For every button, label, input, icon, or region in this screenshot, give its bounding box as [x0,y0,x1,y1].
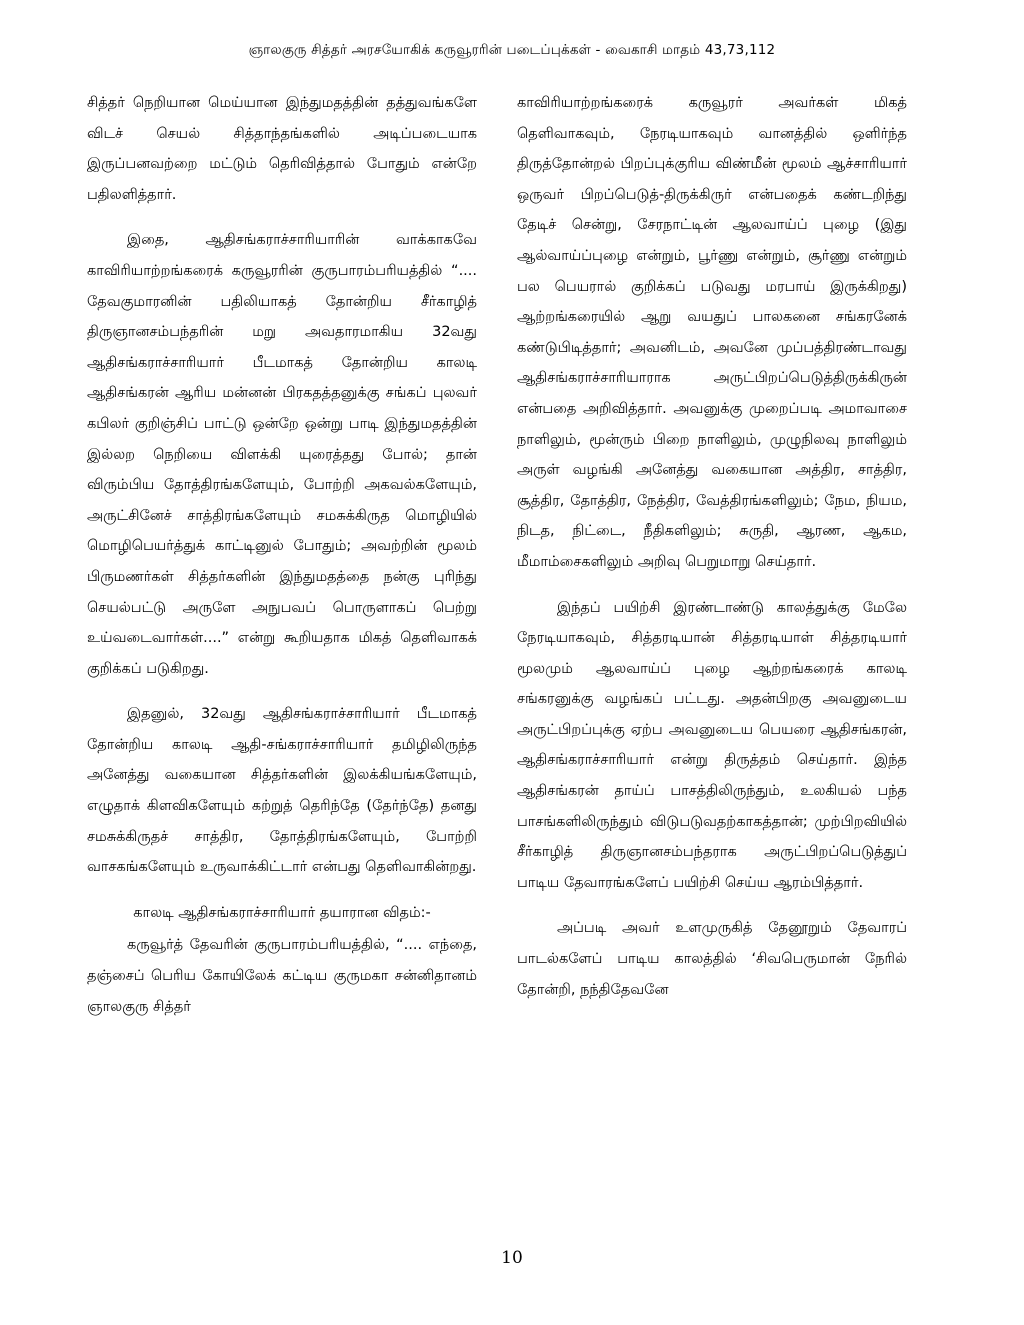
running-header: ஞாலகுரு சித்தர் அரசயோகிக் கருவூரரின் படைப்புக்கள் - வைகாசி மாதம் 43,73,112 [248,42,776,58]
paragraph: காவிரியாற்றங்கரைக் கருவூரர் அவர்கள் மிகத் தெளிவாகவும், நேரடியாகவும் வானத்தில் ஒளிர்ந்த திருத்தோன்றல் பிறப்புக்குரிய விண்மீன் மூலம் ஆச்சாரியார் ஒருவர் பிறப்பெடுத்-திருக்கிருர் என்பதைக் கண்டறிந்து தேடிச் சென்று, சேரநாட்டின் ஆலவாய்ப் புழை (இது ஆல்வாய்ப்புழை என்றும், பூர்ணு என்றும், சூர்ணு என்றும் பல பெயரால் குறிக்கப் படுவது மரபாய் இருக்கிறது) ஆற்றங்கரையில் ஆறு வயதுப் பாலகனை சங்கரனேக் கண்டுபிடித்தார்; அவனிடம், அவனே முப்பத்திரண்டாவது ஆதிசங்கராச்சாரியாராக அருட்பிறப்பெடுத்திருக்கிருன் என்பதை அறிவித்தார். அவனுக்கு முறைப்படி அமாவாசை நாளிலும், மூன்ரும் பிறை நாளிலும், முழுநிலவு நாளிலும் அருள் வழங்கி அனேத்து வகையான அத்திர, சாத்திர, சூத்திர, தோத்திர, நேத்திர, வேத்திரங்களிலும்; நேம, நியம, நிடத, நிட்டை, நீதிகளிலும்; சுருதி, ஆரண, ஆகம, மீமாம்சைகளிலும் அறிவு பெறுமாறு செய்தார். [517,95,907,570]
paragraph: சித்தர் நெறியான மெய்யான இந்துமதத்தின் தத்துவங்களே விடச் செயல் சித்தாந்தங்களில் அடிப்படையாக இருப்பனவற்றை மட்டும் தெரிவித்தால் போதும் என்றே பதிலளித்தார். [87,95,477,203]
paragraph: அப்படி அவர் உளமுருகித் தேனூறும் தேவாரப் பாடல்களேப் பாடிய காலத்தில் ‘சிவபெருமான் நேரில் தோன்றி, நந்திதேவனே [517,920,907,998]
left-column [87,88,477,1037]
paragraph: இதனுல், 32வது ஆதிசங்கராச்சாரியார் பீடமாகத் தோன்றிய காலடி ஆதி-சங்கராச்சாரியார் தமிழிலிருந்த அனேத்து வகையான சித்தர்களின் இலக்கியங்களேயும், எழுதாக் கிளவிகளேயும் கற்றுத் தெரிந்தே (தேர்ந்தே) தனது சமசுக்கிருதச் சாத்திர, தோத்திரங்களேயும், போற்றி வாசகங்களேயும் உருவாக்கிட்டார் என்பது தெளிவாகின்றது. [87,706,477,876]
paragraph: இதை, ஆதிசங்கராச்சாரியாரின் வாக்காகவே காவிரியாற்றங்கரைக் கருவூரரின் குருபாரம்பரியத்தில் “.... தேவகுமாரனின் பதிலியாகத் தோன்றிய சீர்காழித் திருஞானசம்பந்தரின் மறு அவதாரமாகிய 32வது ஆதிசங்கராச்சாரியார் பீடமாகத் தோன்றிய காலடி ஆதிசங்கரன் ஆரிய மன்னன் பிரகதத்தனுக்கு சங்கப் புலவர் கபிலர் குறிஞ்சிப் பாட்டு ஒன்றே ஒன்று பாடி இந்துமதத்தின் இல்லற நெறியை விளக்கி யுரைத்தது போல்; தான் விரும்பிய தோத்திரங்களேயும், போற்றி அகவல்களேயும், அருட்சினேச் சாத்திரங்களேயும் சமசுக்கிருத மொழியில் மொழிபெயர்த்துக் காட்டினுல் போதும்; அவற்றின் மூலம் பிருமணர்கள் சித்தர்களின் இந்துமதத்தை நன்கு புரிந்து செயல்பட்டு அருளே அநுபவப் பொருளாகப் பெற்று உய்வடைவார்கள்....” என்று கூறியதாக மிகத் தெளிவாகக் குறிக்கப் படுகிறது. [87,232,477,677]
paragraph: இந்தப் பயிற்சி இரண்டாண்டு காலத்துக்கு மேலே நேரடியாகவும், சித்தரடியான் சித்தரடியாள் சித்தரடியார் மூலமும் ஆலவாய்ப் புழை ஆற்றங்கரைக் காலடி சங்கரனுக்கு வழங்கப் பட்டது. அதன்பிறகு அவனுடைய அருட்பிறப்புக்கு ஏற்ப அவனுடைய பெயரை ஆதிசங்கரன், ஆதிசங்கராச்சாரியார் என்று திருத்தம் செய்தார். இந்த ஆதிசங்கரன் தாய்ப் பாசத்திலிருந்தும், உலகியல் பந்த பாசங்களிலிருந்தும் விடுபடுவதற்காகத்தான்; முற்பிறவியில் சீர்காழித் திருஞானசம்பந்தராக அருட்பிறப்பெடுத்துப் பாடிய தேவாரங்களேப் பயிற்சி செய்ய ஆரம்பித்தார். [517,599,907,891]
right-column [517,88,907,1020]
paragraph: கருவூர்த் தேவரின் குருபாரம்பரியத்தில், “.... எந்தை, தஞ்சைப் பெரிய கோயிலேக் கட்டிய குருமகா சன்னிதானம் ஞாலகுரு சித்தர் [87,937,477,1015]
section-subheading: காலடி ஆதிசங்கராச்சாரியார் தயாரான விதம்:- [133,904,431,921]
page-number: 10 [501,1248,523,1268]
